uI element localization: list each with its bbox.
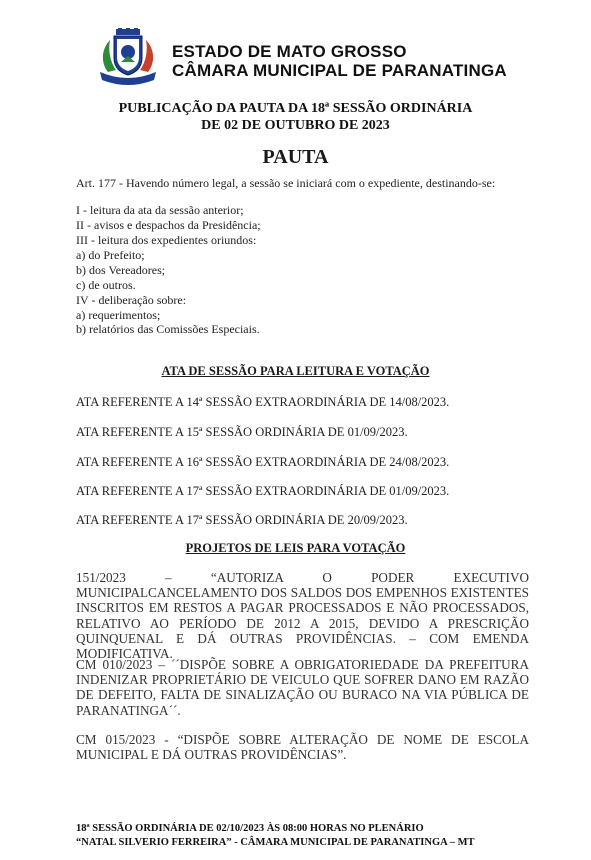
header-chamber-name: CÂMARA MUNICIPAL DE PARANATINGA: [172, 61, 507, 80]
ata-item: ATA REFERENTE A 14ª SESSÃO EXTRAORDINÁRIA DE 14/08/2023.: [76, 395, 450, 409]
project-item: CM 010/2023 – ´´DISPÕE SOBRE A OBRIGATORIEDADE DA PREFEITURA INDENIZAR PROPRIETÁRIO DE VEICULO QUE SOFRER DANO EM RAZÃO DE DEFEITO, FALTA DE SINALIZAÇÃO OU BURACO NA VIA PÚBLICA DE PARANATINGA´´.: [76, 657, 529, 718]
agenda-item: III - leitura dos expedientes oriundos:: [76, 233, 257, 247]
agenda-item: c) de outros.: [76, 278, 136, 292]
agenda-item: a) requerimentos;: [76, 308, 161, 322]
header-state-name: ESTADO DE MATO GROSSO: [172, 42, 407, 61]
agenda-item: b) dos Vereadores;: [76, 263, 166, 277]
footer-session-info: 18ª SESSÃO ORDINÁRIA DE 02/10/2023 ÀS 08:00 HORAS NO PLENÁRIO: [76, 823, 424, 834]
ata-item: ATA REFERENTE A 17ª SESSÃO ORDINÁRIA DE 20/09/2023.: [76, 513, 408, 527]
article-text: Art. 177 - Havendo número legal, a sessão se iniciará com o expediente, destinando-se:: [76, 176, 496, 190]
ata-item: ATA REFERENTE A 15ª SESSÃO ORDINÁRIA DE 01/09/2023.: [76, 425, 408, 439]
atas-section-heading: ATA DE SESSÃO PARA LEITURA E VOTAÇÃO: [161, 364, 430, 378]
footer-plenary-info: “NATAL SILVERIO FERREIRA” - CÂMARA MUNICIPAL DE PARANATINGA – MT: [76, 837, 475, 848]
projects-section-heading: PROJETOS DE LEIS PARA VOTAÇÃO: [185, 541, 406, 555]
agenda-item: I - leitura da ata da sessão anterior;: [76, 203, 244, 217]
ata-item: ATA REFERENTE A 16ª SESSÃO EXTRAORDINÁRIA DE 24/08/2023.: [76, 455, 450, 469]
agenda-item: b) relatórios das Comissões Especiais.: [76, 322, 260, 336]
agenda-item: a) do Prefeito;: [76, 248, 145, 262]
project-item: CM 015/2023 - “DISPÕE SOBRE ALTERAÇÃO DE NOME DE ESCOLA MUNICIPAL E DÁ OUTRAS PROVIDÊNCIAS”.: [76, 732, 529, 763]
publication-date: DE 02 DE OUTUBRO DE 2023: [201, 118, 390, 133]
agenda-item: IV - deliberação sobre:: [76, 293, 187, 307]
agenda-item: II - avisos e despachos da Presidência;: [76, 218, 261, 232]
publication-title: PUBLICAÇÃO DA PAUTA DA 18ª SESSÃO ORDINÁRIA: [118, 101, 473, 116]
municipal-crest-logo: [94, 28, 162, 86]
page-title: PAUTA: [262, 146, 329, 168]
project-item: 151/2023 – “AUTORIZA O PODER EXECUTIVO MUNICIPALCANCELAMENTO DOS SALDOS DOS EMPENHOS EXISTENTES INSCRITOS EM RESTOS A PAGAR PROCESSADOS E NÃO PROCESSADOS, RELATIVO AO PERÍODO DE 2012 A 2015, DEVIDO A PRESCRIÇÃO QUINQUENAL E DÁ OUTRAS PROVIDÊNCIAS. – COM EMENDA MODIFICATIVA.: [76, 570, 529, 662]
ata-item: ATA REFERENTE A 17ª SESSÃO EXTRAORDINÁRIA DE 01/09/2023.: [76, 484, 450, 498]
